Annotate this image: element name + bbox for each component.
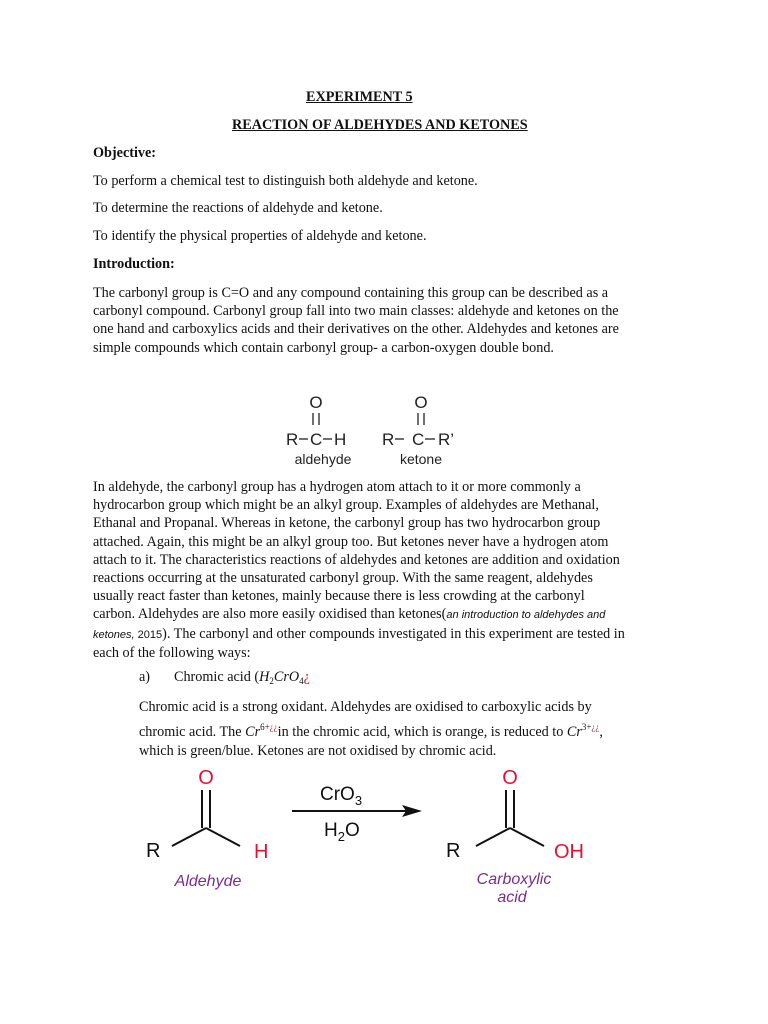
- chromic-acid-description: [139, 698, 669, 762]
- text-line: Chromic acid is a strong oxidant. Aldehydes are oxidised to carboxylic acids by: [139, 699, 592, 715]
- reagent-cro3: [320, 784, 362, 808]
- text-line: simple compounds which contain carbonyl group- a carbon-oxygen double bond.: [93, 339, 554, 356]
- reagent-cro3-sub: 3: [354, 793, 363, 808]
- text-line: usually react faster than ketones, mainly because there is less crowding at the carbonyl: [93, 588, 585, 605]
- text-line: Ethanal and Propanal. Whereas in ketone, the carbonyl group has two hydrocarbon group: [93, 515, 601, 532]
- formula-sub: 4: [299, 676, 304, 686]
- text-line: hydrocarbon group which might be an alkyl group. Examples of aldehydes are Methanal,: [93, 497, 599, 514]
- citation: an introduction to aldehydes and: [446, 609, 606, 622]
- objective-item: To perform a chemical test to distinguish both aldehyde and ketone.: [93, 173, 478, 189]
- reagent-cro3-text: CrO: [320, 784, 355, 805]
- page-title: REACTION OF ALDEHYDES AND KETONES: [232, 117, 528, 133]
- text-line: attach to it. The characteristics reactions of aldehydes and ketones are addition and oxidation: [93, 551, 620, 568]
- cr6-charge: 6+: [260, 721, 270, 732]
- acid-label-line2: acid: [497, 889, 527, 906]
- text: Chromic acid (: [174, 669, 260, 685]
- aldehyde-h: H: [254, 841, 269, 863]
- oxidation-reaction-scheme: [130, 762, 610, 912]
- list-marker: a): [139, 669, 151, 685]
- experiment-number: EXPERIMENT 5: [306, 89, 413, 105]
- acid-oxygen: O: [502, 767, 518, 789]
- ketone-label: ketone: [399, 451, 443, 467]
- citation: ketones,: [93, 628, 135, 641]
- formula-h: H: [259, 669, 270, 685]
- cr6-ion: Cr: [245, 723, 261, 740]
- text-line: one hand and carboxylics acids and their derivatives on the other. Aldehydes and ketones are: [93, 321, 619, 338]
- aldehyde-oxygen: O: [198, 767, 214, 789]
- objective-item: To identify the physical properties of aldehyde and ketone.: [93, 228, 427, 244]
- text: in the chromic acid, which is orange, is reduced to: [277, 723, 567, 740]
- introduction-heading: Introduction:: [93, 256, 175, 272]
- reagent-h2o: [324, 820, 360, 844]
- text: ,: [599, 723, 603, 740]
- objective-item: To determine the reactions of aldehyde and ketone.: [93, 200, 383, 216]
- aldehyde-label: Aldehyde: [174, 873, 242, 890]
- acid-label-line1: Carboxylic: [476, 871, 552, 888]
- ketone-oxygen: O: [414, 393, 428, 412]
- text-line: [93, 605, 683, 624]
- text-line: attached. Again, this might be an alkyl group too. But ketones never have a hydrogen atom: [93, 533, 609, 550]
- text-line: reactions occurring at the unsaturated carbonyl group. With the same reagent, aldehydes: [93, 570, 593, 587]
- encoding-glyph: ¿: [303, 669, 310, 685]
- aldehyde-r: R: [286, 430, 299, 449]
- formula-cr: Cr: [273, 669, 289, 685]
- text: ). The carbonyl and other compounds investigated in this experiment are tested in: [162, 625, 625, 642]
- reagent-h2o-o: O: [344, 820, 360, 841]
- ketone-r: R: [382, 430, 395, 449]
- text-line: which is green/blue. Ketones are not oxidised by chromic acid.: [139, 743, 497, 759]
- text-line: carbonyl compound. Carbonyl group fall into two main classes: aldehyde and ketones on the: [93, 303, 619, 320]
- intro-paragraph-1: [93, 284, 683, 357]
- aldehyde-oxygen: O: [309, 393, 323, 412]
- reagent-h2o-h: H: [324, 820, 338, 841]
- reagent-h2o-sub: 2: [337, 829, 345, 844]
- encoding-glyph: ¿¿: [269, 721, 278, 732]
- text-line: In aldehyde, the carbonyl group has a hydrogen atom attach to it or more commonly a: [93, 479, 581, 495]
- aldehyde-r: R: [146, 840, 161, 862]
- section-a-heading: [174, 669, 310, 686]
- text-line: [93, 625, 683, 644]
- ketone-c: C: [412, 430, 425, 449]
- citation-year: 2015: [134, 628, 163, 641]
- text-line: each of the following ways:: [93, 644, 251, 661]
- ketone-r-prime: R’: [438, 430, 455, 449]
- formula-sub: 2: [269, 676, 274, 686]
- aldehyde-c: C: [310, 430, 323, 449]
- carbonyl-structures-figure: [282, 388, 472, 470]
- cr3-ion: Cr: [566, 723, 582, 740]
- text: chromic acid. The: [139, 723, 246, 740]
- objective-heading: Objective:: [93, 145, 157, 161]
- encoding-glyph: ¿¿: [591, 721, 600, 732]
- aldehyde-label: aldehyde: [294, 451, 352, 467]
- cr3-charge: 3+: [581, 721, 592, 732]
- text: carbon. Aldehydes are also more easily oxidised than ketones(: [93, 606, 447, 623]
- formula-o: O: [288, 669, 300, 685]
- intro-paragraph-2: [93, 478, 683, 662]
- text-line: [139, 718, 669, 743]
- acid-r: R: [446, 840, 461, 862]
- aldehyde-h: H: [334, 430, 347, 449]
- acid-oh: OH: [554, 841, 584, 863]
- text-line: The carbonyl group is C=O and any compound containing this group can be described as a: [93, 285, 609, 301]
